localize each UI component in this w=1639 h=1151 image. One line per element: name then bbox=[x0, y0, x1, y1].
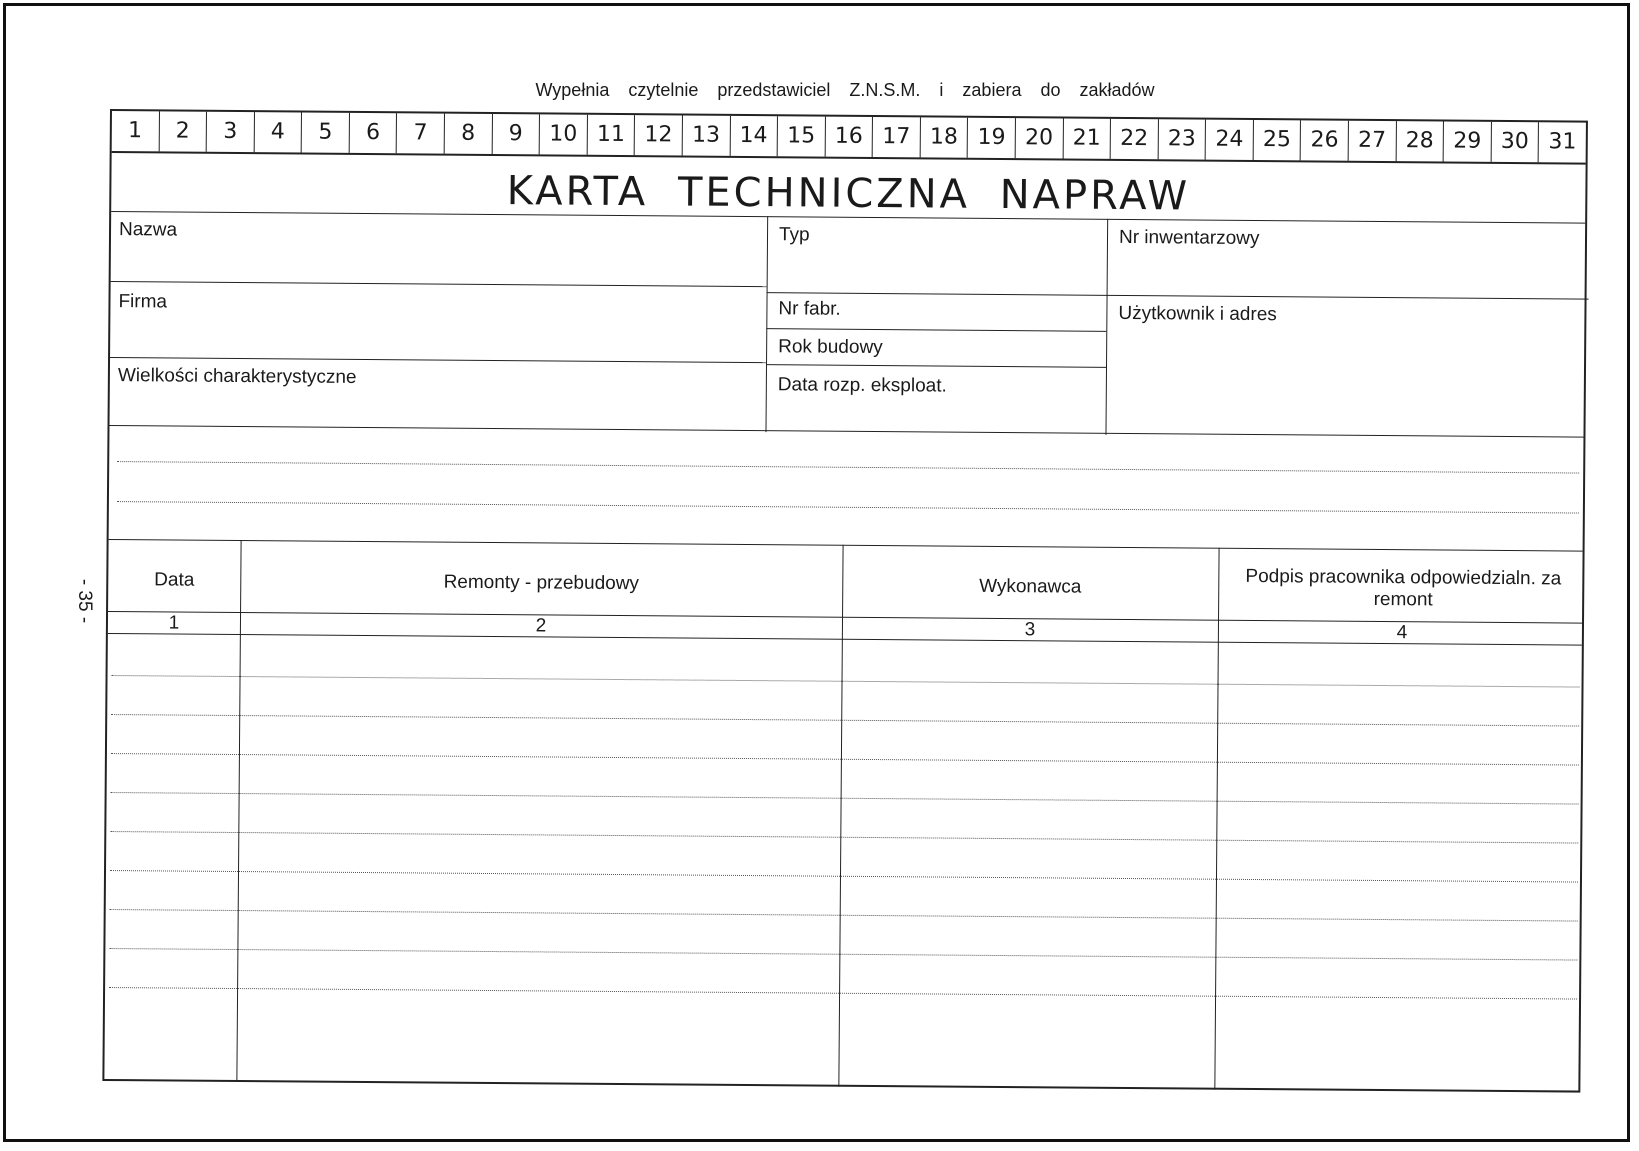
entry-line bbox=[111, 753, 1579, 766]
entry-line bbox=[111, 714, 1579, 727]
label-rok-budowy: Rok budowy bbox=[778, 336, 883, 359]
day-cell: 22 bbox=[1111, 119, 1159, 159]
day-cell: 1 bbox=[112, 111, 160, 151]
page-number: - 35 - bbox=[74, 578, 96, 624]
divider bbox=[109, 539, 1583, 552]
divider bbox=[765, 216, 768, 432]
divider bbox=[110, 357, 766, 363]
day-cell: 23 bbox=[1158, 119, 1206, 159]
day-cell: 7 bbox=[397, 113, 445, 153]
form-title: KARTA TECHNICZNA NAPRAW bbox=[506, 168, 1191, 220]
divider bbox=[766, 328, 1106, 332]
day-cell: 26 bbox=[1301, 120, 1349, 160]
day-cell: 19 bbox=[968, 118, 1016, 158]
label-nazwa: Nazwa bbox=[118, 219, 178, 241]
day-cell: 30 bbox=[1491, 122, 1539, 162]
column-header-data: Data bbox=[154, 569, 195, 591]
label-firma: Firma bbox=[118, 291, 168, 313]
divider bbox=[1107, 295, 1589, 300]
day-cell: 20 bbox=[1016, 118, 1064, 158]
day-cell: 6 bbox=[350, 113, 398, 153]
day-cell: 27 bbox=[1349, 121, 1397, 161]
label-typ: Typ bbox=[778, 224, 810, 246]
day-cell: 5 bbox=[302, 113, 350, 153]
day-cell: 21 bbox=[1063, 118, 1111, 158]
day-cell: 28 bbox=[1396, 121, 1444, 161]
day-cell: 12 bbox=[635, 115, 683, 155]
entry-line bbox=[112, 675, 1580, 688]
label-uzytkownik: Użytkownik i adres bbox=[1118, 302, 1277, 326]
divider bbox=[110, 425, 1584, 438]
day-cell: 14 bbox=[730, 116, 778, 156]
column-number: 3 bbox=[1024, 619, 1036, 641]
column-number: 2 bbox=[535, 615, 547, 637]
column-number: 4 bbox=[1396, 622, 1408, 644]
column-number: 1 bbox=[168, 612, 180, 634]
day-cell: 25 bbox=[1254, 120, 1302, 160]
day-cell: 2 bbox=[159, 111, 207, 151]
repair-card-form bbox=[102, 109, 1588, 1093]
note-line bbox=[117, 461, 1579, 473]
day-cell: 10 bbox=[540, 114, 588, 154]
header-note: Wypełnia czytelnie przedstawiciel Z.N.S.M. i zabiera do zakładów bbox=[535, 80, 1155, 100]
entry-line bbox=[109, 987, 1577, 1000]
column-header-podpis: Podpis pracownika odpowiedzialn. za remont bbox=[1245, 565, 1562, 611]
label-nr-inwentarzowy: Nr inwentarzowy bbox=[1118, 226, 1260, 250]
divider bbox=[111, 281, 767, 287]
divider bbox=[767, 292, 1107, 296]
label-nr-fabr: Nr fabr. bbox=[778, 298, 841, 320]
day-cell: 13 bbox=[683, 115, 731, 155]
label-data-rozp: Data rozp. eksploat. bbox=[777, 374, 947, 397]
day-cell: 9 bbox=[492, 114, 540, 154]
day-cell: 24 bbox=[1206, 120, 1254, 160]
day-cell: 4 bbox=[254, 112, 302, 152]
entry-line bbox=[110, 831, 1578, 844]
day-cell: 15 bbox=[778, 116, 826, 156]
entry-line bbox=[111, 792, 1579, 805]
day-cell: 11 bbox=[587, 115, 635, 155]
day-cell: 17 bbox=[873, 117, 921, 157]
entry-line bbox=[110, 870, 1578, 883]
label-wielkosci: Wielkości charakterystyczne bbox=[117, 365, 357, 388]
note-line bbox=[117, 501, 1579, 513]
day-cell: 31 bbox=[1548, 129, 1577, 155]
day-cell: 16 bbox=[825, 117, 873, 157]
day-cell: 29 bbox=[1444, 121, 1492, 161]
day-cell: 18 bbox=[920, 117, 968, 157]
column-header-remonty: Remonty - przebudowy bbox=[443, 571, 640, 595]
day-cell: 8 bbox=[445, 114, 493, 154]
entry-line bbox=[110, 909, 1578, 922]
entry-line bbox=[109, 948, 1577, 961]
day-cell: 3 bbox=[207, 112, 255, 152]
divider bbox=[766, 364, 1106, 368]
column-header-wykonawca: Wykonawca bbox=[979, 575, 1082, 598]
divider bbox=[1105, 219, 1108, 435]
